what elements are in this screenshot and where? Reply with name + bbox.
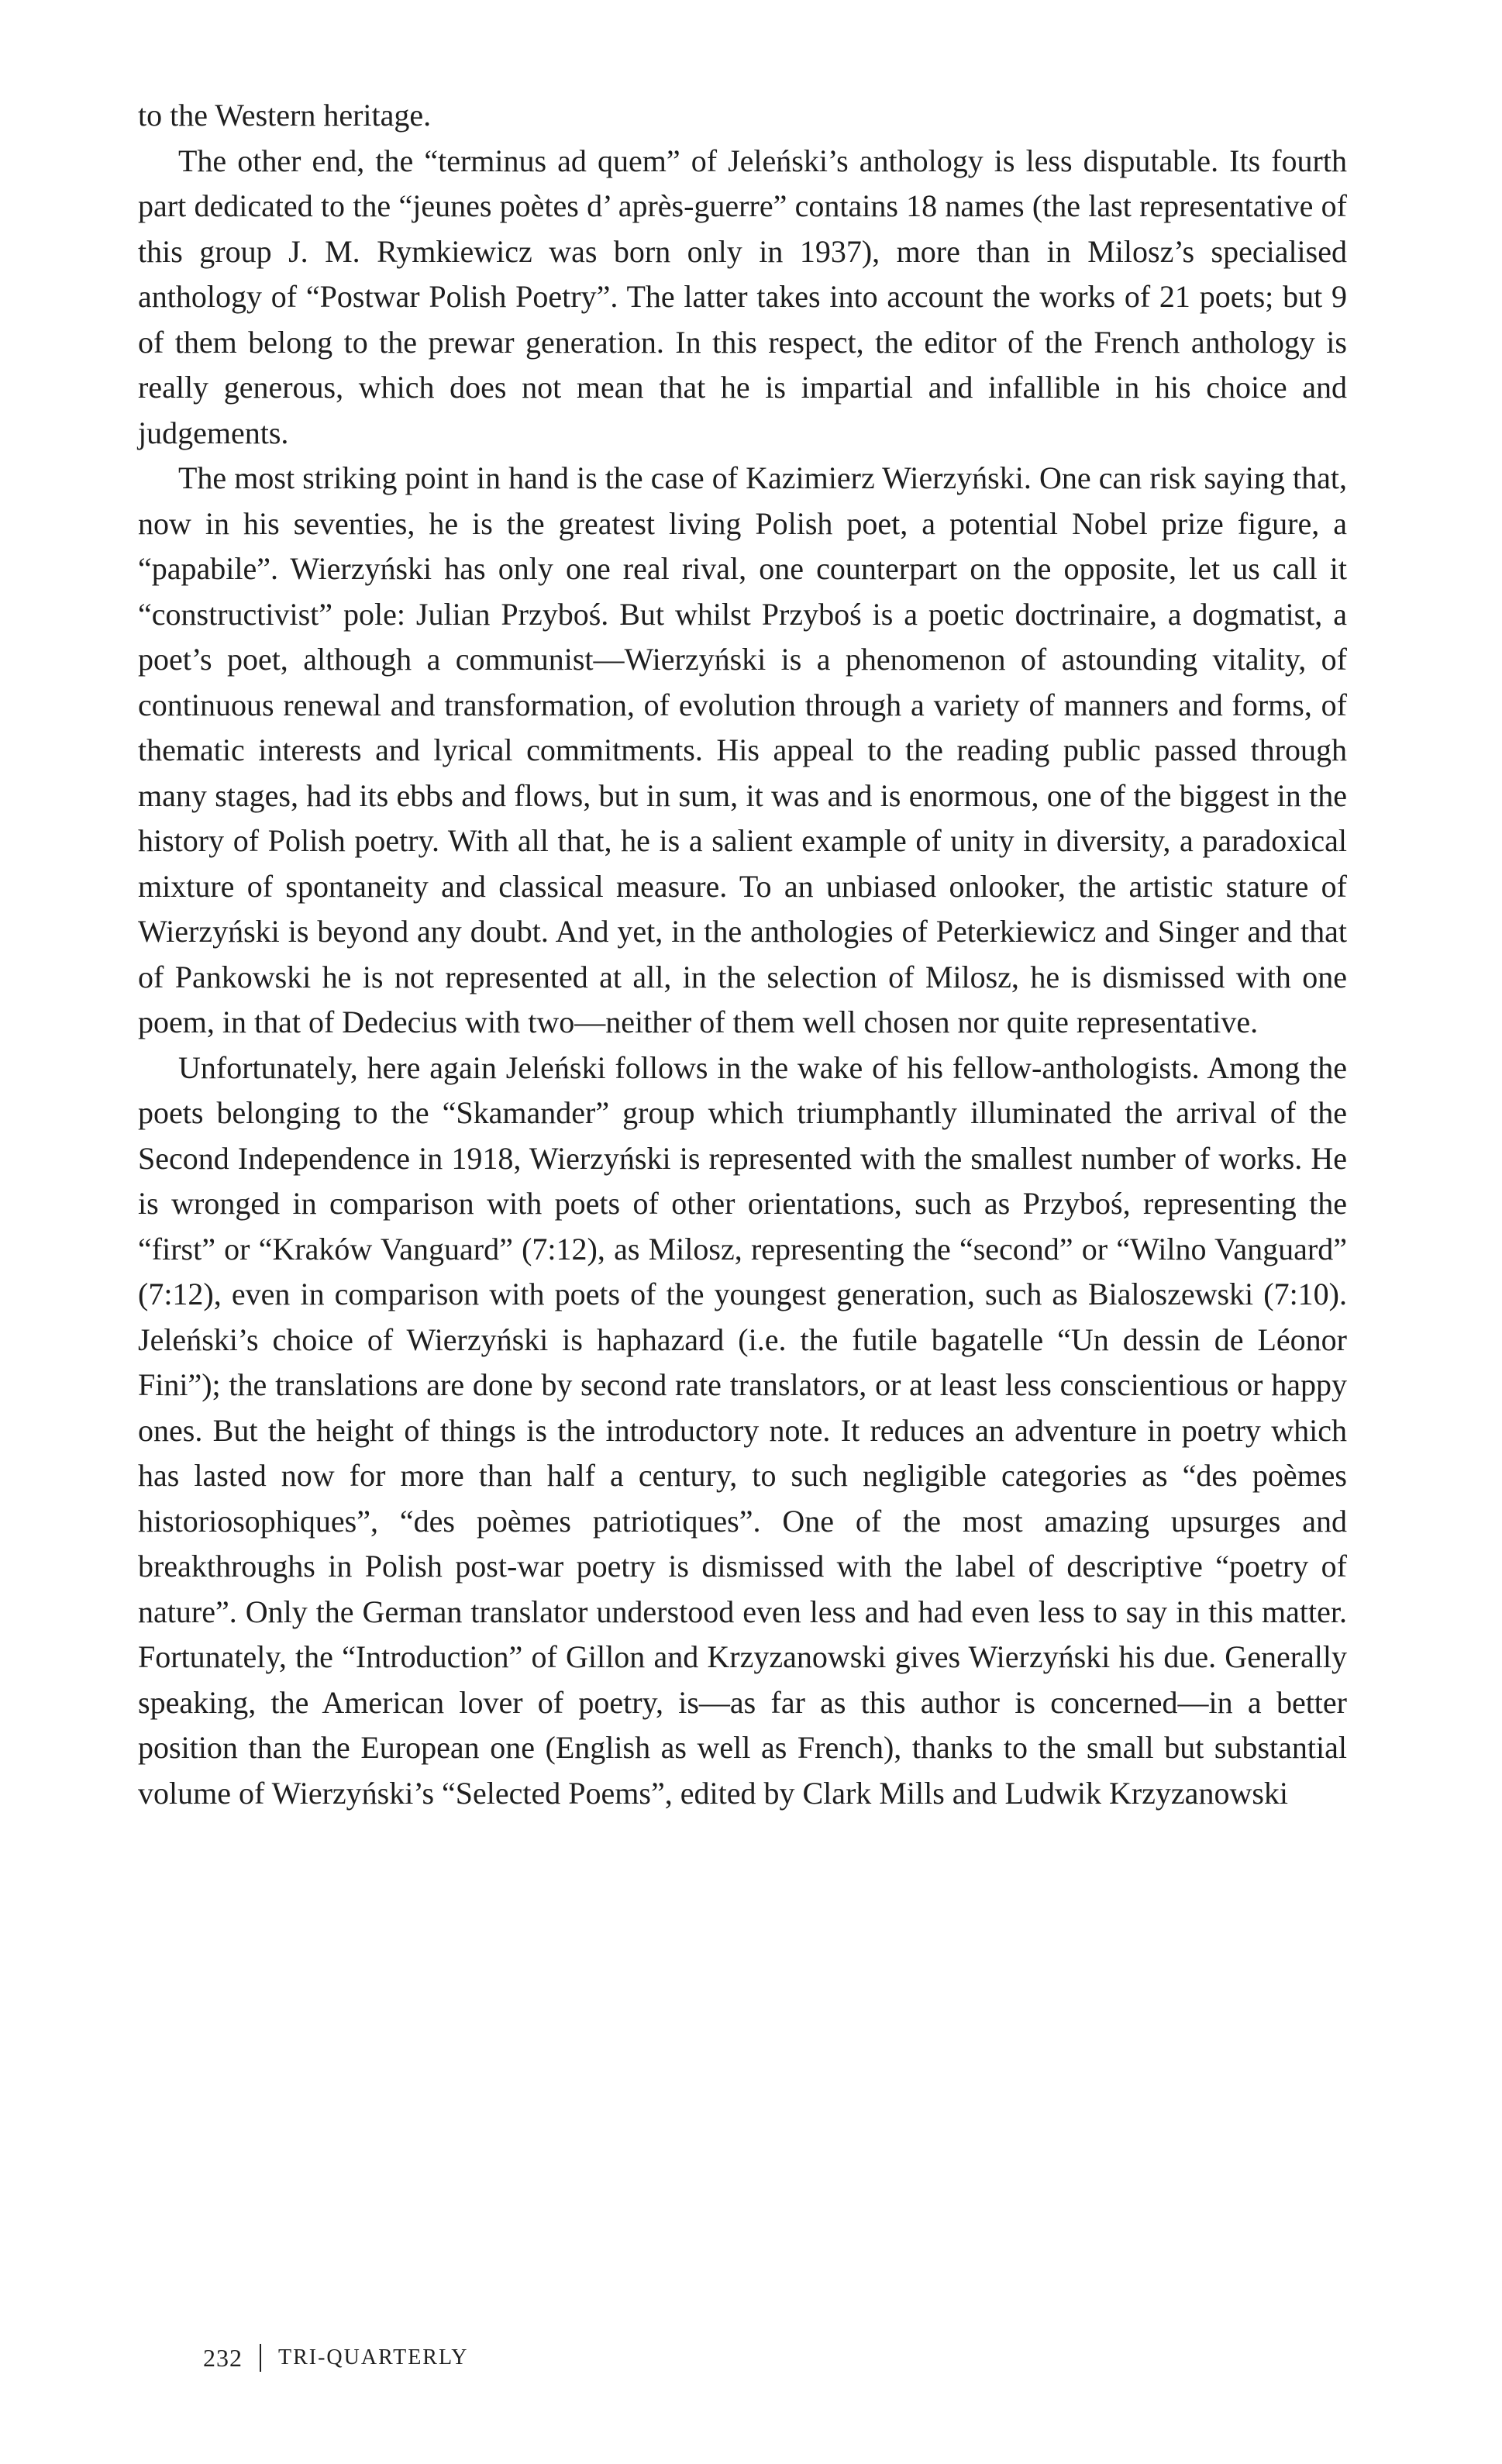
paragraph-fellow-anthologists: Unfortunately, here again Jeleński follows in the wake of his fellow-anthologists. Among the poets belonging to the “Skamander” group which triumphantly illuminated the arrival of the Second Independence in 1918, Wierzyński is represented with the smallest number of works. He is wronged in comparison with poets of other orientations, such as Przyboś, representing the “first” or “Kraków Vanguard” (7:12), as Milosz, representing the “second” or “Wilno Vanguard” (7:12), even in comparison with poets of the youngest generation, such as Bialoszewski (7:10). Jeleński’s choice of Wierzyński is haphazard (i.e. the futile bagatelle “Un dessin de Léonor Fini”); the translations are done by second rate translators, or at least less conscientious or happy ones. But the height of things is the introductory note. It reduces an adventure in poetry which has lasted now for more than half a century, to such negligible categories as “des poèmes historiosophiques”, “des poèmes patriotiques”. One of the most amazing upsurges and breakthroughs in Polish post-war poetry is dismissed with the label of descriptive “poetry of nature”. Only the German translator understood even less and had even less to say in this matter. Fortunately, the “Introduction” of Gillon and Krzyzanowski gives Wierzyński his due. Generally speaking, the American lover of poetry, is—as far as this author is concerned—in a better position than the European one (English as well as French), thanks to the small but substantial volume of Wierzyński’s “Selected Poems”, edited by Clark Mills and Ludwik Krzyzanowski	[138, 1049, 1347, 1811]
footer-divider	[260, 2344, 261, 2372]
journal-name: TRI-QUARTERLY	[278, 2345, 469, 2369]
paragraph-terminus-ad-quem: The other end, the “terminus ad quem” of Jeleński’s anthology is less disputable. Its fourth part dedicated to the “jeunes poètes d’ après-guerre” contains 18 names (the last representative of this group J. M. Rymkiewicz was born only in 1937), more than in Milosz’s specialised anthology of “Postwar Polish Poetry”. The latter takes into account the works of 21 poets; but 9 of them belong to the prewar generation. In this respect, the editor of the French anthology is really generous, which does not mean that he is impartial and infallible in his choice and judgements.	[138, 143, 1347, 450]
page-footer	[203, 2341, 469, 2375]
paragraph-continued: to the Western heritage.	[138, 98, 432, 133]
paragraph-wierzynski-case: The most striking point in hand is the case of Kazimierz Wierzyński. One can risk saying that, now in his seventies, he is the greatest living Polish poet, a potential Nobel prize figure, a “papabile”. Wierzyński has only one real rival, one counterpart on the opposite, let us call it “constructivist” pole: Julian Przyboś. But whilst Przyboś is a poetic doctrinaire, a dogmatist, a poet’s poet, although a communist—Wierzyński is a phenomenon of astounding vitality, of continuous renewal and transformation, of evolution through a variety of manners and forms, of thematic interests and lyrical commitments. His appeal to the reading public passed through many stages, had its ebbs and flows, but in sum, it was and is enormous, one of the biggest in the history of Polish poetry. With all that, he is a salient example of unity in diversity, a paradoxical mixture of spontaneity and classical measure. To an unbiased onlooker, the artistic stature of Wierzyński is beyond any doubt. And yet, in the anthologies of Peterkiewicz and Singer and that of Pankowski he is not represented at all, in the selection of Milosz, he is dismissed with one poem, in that of Dedecius with two—neither of them well chosen nor quite representative.	[138, 460, 1347, 1039]
page-number: 232	[203, 2343, 243, 2372]
page-text-column	[138, 93, 1347, 1816]
